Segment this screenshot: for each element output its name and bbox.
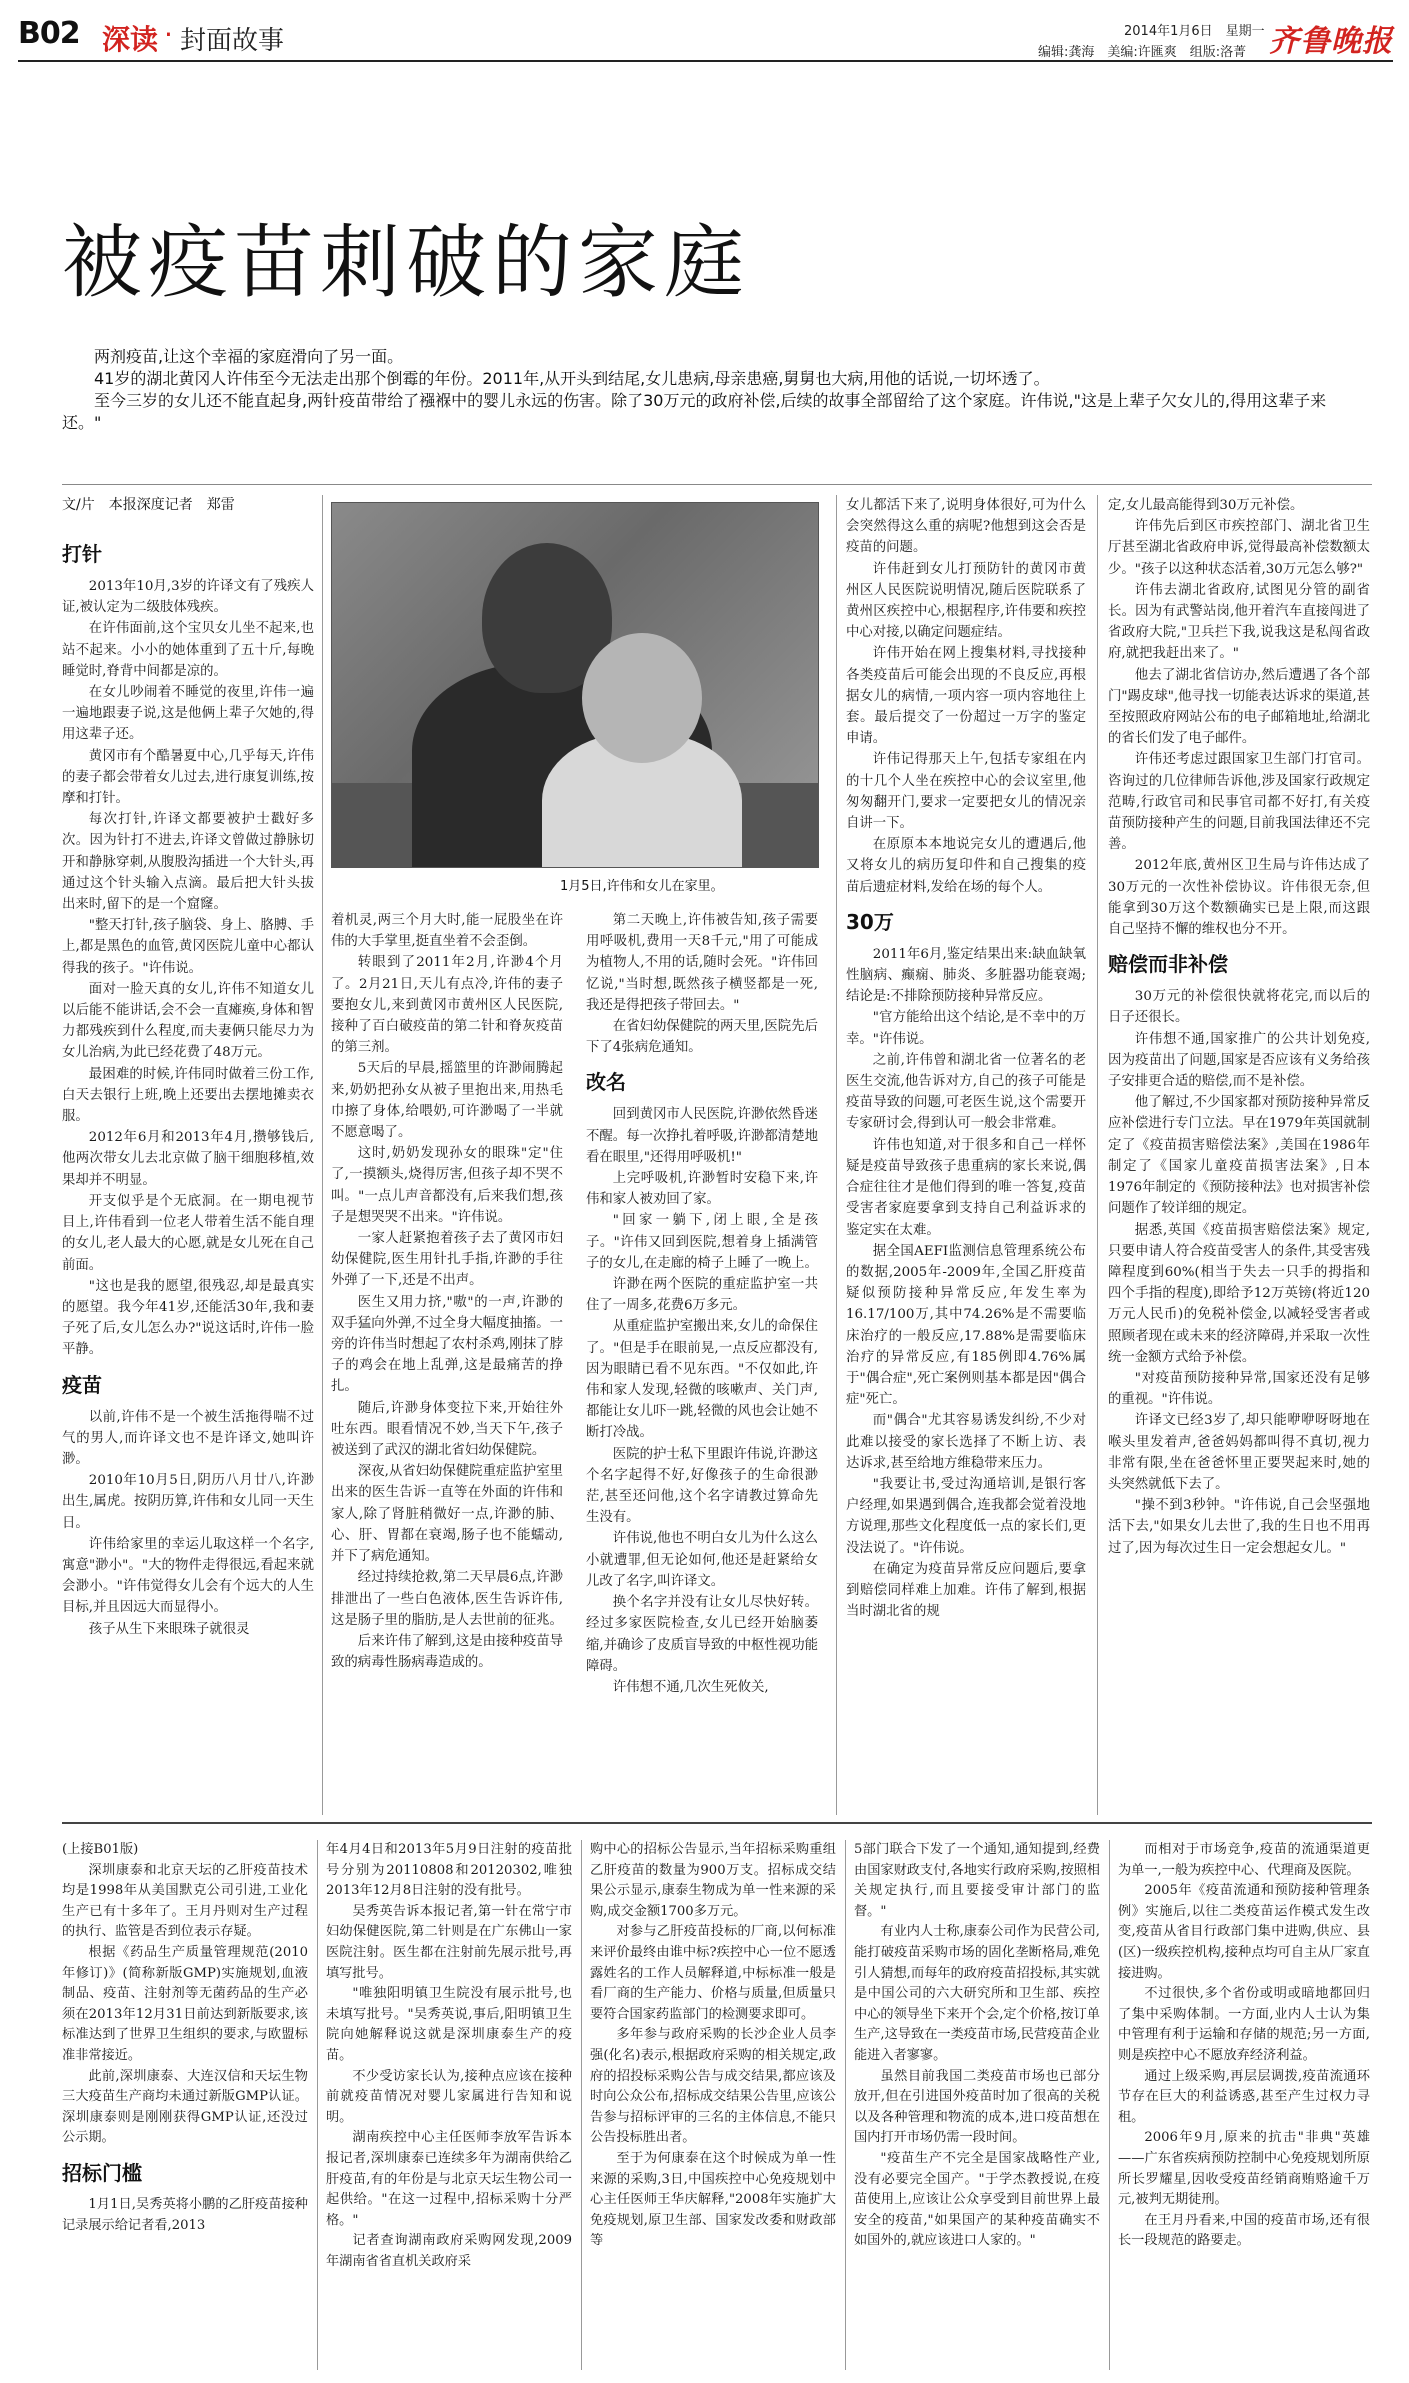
section-subtitle: 封面故事 bbox=[180, 26, 285, 56]
article-column-4 bbox=[846, 495, 1086, 1815]
column-divider bbox=[1109, 1840, 1110, 2370]
article-paragraph: 经过持续抢救,第二天早晨6点,许渺排泄出了一些白色液体,医生告诉许伟,这是肠子里的脂肪,是人去世前的征兆。 bbox=[331, 1570, 563, 1628]
article-paragraph: 虽然目前我国二类疫苗市场也已部分放开,但在引进国外疫苗时加了很高的关税以及各种管理和物流的成本,进口疫苗想在国内打开市场仍需一段时间。 bbox=[854, 2068, 1100, 2146]
column-divider bbox=[845, 1840, 846, 2370]
column-divider bbox=[836, 495, 837, 1815]
article-paragraph: 转眼到了2011年2月,许渺4个月了。2月21日,天儿有点冷,许伟的妻子要抱女儿,来到黄冈市黄州区人民医院,接种了百白破疫苗的第二针和脊灰疫苗的第三剂。 bbox=[331, 955, 563, 1056]
article-paragraph: 回到黄冈市人民医院,许渺依然昏迷不醒。每一次挣扎着呼吸,许渺都清楚地看在眼里,"还得用呼吸机!" bbox=[586, 1107, 818, 1165]
article-paragraph: 许伟开始在网上搜集材料,寻找接种各类疫苗后可能会出现的不良反应,再根据女儿的病情,一项内容一项内容地往上套。最后提交了一份超过一万字的鉴定申请。 bbox=[846, 646, 1086, 747]
article-paragraph: 一家人赶紧抱着孩子去了黄冈市妇幼保健院,医生用针扎手指,许渺的手往外弹了一下,还是不出声。 bbox=[331, 1231, 563, 1289]
article-paragraph: 而相对于市场竞争,疫苗的流通渠道更为单一,一般为疾控中心、代理商及医院。 bbox=[1118, 1842, 1370, 1878]
editor-credits: 编辑:龚海 美编:许匯爽 组版:洛菁 bbox=[1038, 45, 1247, 60]
article-paragraph: 2005年《疫苗流通和预防接种管理条例》实施后,以往二类疫苗运作模式发生改变,疫苗从省目行政部门集中进购,供应、县(区)一级疾控机构,接种点均可自主从厂家直接进购。 bbox=[1118, 1883, 1370, 1981]
section-separator: · bbox=[164, 18, 173, 51]
column-divider bbox=[322, 495, 323, 1815]
article-paragraph: 许译文已经3岁了,却只能咿咿呀呀地在喉头里发着声,爸爸妈妈都叫得不真切,视力非常有限,坐在爸爸怀里正要哭起来时,她的头突然就低下去了。 bbox=[1108, 1413, 1370, 1492]
article-paragraph: 通过上级采购,再层层调拨,疫苗流通环节存在巨大的利益诱惑,甚至产生过权力寻租。 bbox=[1118, 2068, 1370, 2125]
article-paragraph: 开支似乎是个无底洞。在一期电视节目上,许伟看到一位老人带着生活不能自理的女儿,老人最大的心愿,就是女儿死在自己前面。 bbox=[62, 1193, 314, 1273]
section-heading: 赔偿而非补偿 bbox=[1108, 952, 1228, 977]
article-paragraph: 许伟想不通,几次生死攸关, bbox=[612, 1679, 769, 1695]
article-column-2 bbox=[331, 910, 563, 1815]
section-heading: 打针 bbox=[62, 542, 102, 566]
continued-column-4 bbox=[854, 1840, 1100, 2370]
continued-column-2 bbox=[326, 1840, 572, 2370]
article-paragraph: 医生又用力挤,"嗷"的一声,许渺的双手猛向外弹,不过全身大幅度抽搐。一旁的许伟当时想起了农村杀鸡,刚抹了脖子的鸡会在地上乱弹,这是最痛苦的挣扎。 bbox=[331, 1294, 563, 1395]
article-paragraph: 第二天晚上,许伟被告知,孩子需要用呼吸机,费用一天8千元,"用了可能成为植物人,不用的话,随时会死。"许伟回忆说,"当时想,既然孩子横竖都是一死,我还是得把孩子带回去。" bbox=[586, 913, 818, 1013]
article-paragraph: 以前,许伟不是一个被生活拖得喘不过气的男人,而许译文也不是许译文,她叫许渺。 bbox=[62, 1409, 314, 1467]
article-paragraph: 随后,许渺身体变拉下来,开始往外吐东西。眼看情况不妙,当天下午,孩子被送到了武汉的湖北省妇幼保健院。 bbox=[331, 1400, 563, 1459]
article-paragraph: 年4月4日和2013年5月9日注射的疫苗批号分别为20110808和20120302,唯独2013年12月8日注射的没有批号。 bbox=[326, 1842, 572, 1899]
section-heading: 30万 bbox=[846, 909, 894, 934]
family-photo bbox=[331, 502, 819, 868]
section-heading: 疫苗 bbox=[62, 1372, 102, 1397]
article-paragraph: 许渺在两个医院的重症监护室一共住了一周多,花费6万多元。 bbox=[586, 1277, 818, 1314]
article-paragraph: 每次打针,许译文都要被护士戳好多次。因为针打不进去,许译文曾做过静脉切开和静脉穿刺,从腹股沟插进一个大针头,再通过这个针头输入点滴。最后把大针头拔出来时,留下的是一个窟窿。 bbox=[62, 812, 314, 913]
article-paragraph: 上完呼吸机,许渺暂时安稳下来,许伟和家人被劝回了家。 bbox=[586, 1171, 818, 1208]
article-paragraph: 女儿都活下来了,说明身体很好,可为什么会突然得这么重的病呢?他想到这会否是疫苗的问题。 bbox=[846, 498, 1086, 556]
issue-date: 2014年1月6日 星期一 bbox=[1124, 24, 1265, 39]
header-rule bbox=[18, 60, 1393, 62]
article-paragraph: 不少受访家长认为,接种点应该在接种前就疫苗情况对婴儿家属进行告知和说明。 bbox=[326, 2068, 572, 2125]
article-paragraph: 湖南疾控中心主任医师李放军告诉本报记者,深圳康泰已连续多年为湖南供给乙肝疫苗,有的年份是与北京天坛生物公司一起供给。"在这一过程中,招标采购十分严格。" bbox=[326, 2130, 572, 2228]
article-paragraph: 据全国AEFI监测信息管理系统公布的数据,2005年-2009年,全国乙肝疫苗疑似预防接种异常反应,年发生率为16.17/100万,其中74.26%是不需要临床治疗的一般反应,17.88%是需要临床治疗的异常反应,有185例即4.76%属于"偶合症",死亡案例则基本都是因"偶合症"死亡。 bbox=[846, 1243, 1086, 1408]
article-paragraph: 至于为何康泰在这个时候成为单一性来源的采购,3日,中国疾控中心免疫规划中心主任医师王华庆解释,"2008年实施扩大免疫规划,原卫生部、国家发改委和财政部等 bbox=[590, 2150, 836, 2249]
article-paragraph: 换个名字并没有让女儿尽快好转。经过多家医院检查,女儿已经开始脑萎缩,并确诊了皮质盲导致的中枢性视功能障碍。 bbox=[586, 1595, 818, 1674]
article-paragraph: 此前,深圳康泰、大连汉信和天坛生物三大疫苗生产商均未通过新版GMP认证。深圳康泰则是刚刚获得GMP认证,还没过公示期。 bbox=[62, 2068, 308, 2146]
article-paragraph: 2006年9月,原来的抗击"非典"英雄——广东省疾病预防控制中心免疫规划所原所长罗耀星,因收受疫苗经销商贿赂逾千万元,被判无期徒刑。 bbox=[1118, 2130, 1370, 2208]
masthead-logo: 齐鲁晚报 bbox=[1269, 24, 1393, 59]
continued-tag: (上接B01版) bbox=[62, 1842, 139, 1857]
article-paragraph: 购中心的招标公告显示,当年招标采购重组乙肝疫苗的数量为900万支。招标成交结果公示显示,康泰生物成为单一性来源的采购,成交金额1700多万元。 bbox=[590, 1842, 836, 1919]
article-paragraph: 许伟记得那天上午,包括专家组在内的十几个人坐在疾控中心的会议室里,他匆匆翻开门,要求一定要把女儿的情况亲自讲一下。 bbox=[846, 752, 1086, 832]
article-paragraph: 他去了湖北省信访办,然后遭遇了各个部门"踢皮球",他寻找一切能表达诉求的渠道,甚至按照政府网站公布的电子邮箱地址,给湖北的省长们发了电子邮件。 bbox=[1108, 667, 1370, 747]
article-paragraph: "对疫苗预防接种异常,国家还没有足够的重视。"许伟说。 bbox=[1108, 1370, 1370, 1408]
article-paragraph: 许伟说,他也不明白女儿为什么这么小就遭罪,但无论如何,他还是赶紧给女儿改了名字,叫许译文。 bbox=[586, 1531, 818, 1589]
article-paragraph: "这也是我的愿望,很残忍,却是最真实的愿望。我今年41岁,还能活30年,我和妻子死了后,女儿怎么办?"说这话时,许伟一脸平静。 bbox=[62, 1278, 314, 1358]
article-paragraph: 他了解过,不少国家都对预防接种异常反应补偿进行专门立法。早在1979年英国就制定了《疫苗损害赔偿法案》,美国在1986年制定了《国家儿童疫苗损害法案》,日本1976年制定的《预防接种法》也对损害补偿问题作了较详细的规定。 bbox=[1108, 1095, 1370, 1217]
headline: 被疫苗刺破的家庭 bbox=[62, 216, 750, 309]
article-column-3 bbox=[586, 910, 818, 1815]
article-paragraph: "疫苗生产不完全是国家战略性产业,没有必要完全国产。"于学杰教授说,在疫苗使用上,应该让公众享受到目前世界上最安全的疫苗,"如果国产的某种疫苗确实不如国外的,就应该进口人家的。" bbox=[854, 2150, 1100, 2249]
continued-column-5 bbox=[1118, 1840, 1370, 2370]
byline-rule bbox=[62, 484, 1372, 485]
article-paragraph: 许伟也知道,对于很多和自己一样怀疑是疫苗导致孩子患重病的家长来说,偶合症往往才是他们得到的唯一答复,疫苗受害者家庭要拿到支持自己利益诉求的鉴定实在太难。 bbox=[846, 1137, 1086, 1238]
article-paragraph: 在省妇幼保健院的两天里,医院先后下了4张病危通知。 bbox=[586, 1019, 818, 1056]
article-paragraph: 1月1日,吴秀英将小鹏的乙肝疫苗接种记录展示给记者看,2013 bbox=[62, 2196, 308, 2233]
article-paragraph: 据悉,英国《疫苗损害赔偿法案》规定,只要申请人符合疫苗受害人的条件,其受害残障程度到60%(相当于失去一只手的拇指和四个手指的程度),即给予12万英镑(将近120万元人民币)的免税补偿金,以减轻受害者或照顾者现在或未来的经济障碍,并采取一次性统一金额方式给予补偿。 bbox=[1108, 1222, 1370, 1365]
page-header bbox=[18, 14, 1393, 62]
section-rule bbox=[62, 1822, 1372, 1824]
article-paragraph: "整天打针,孩子脑袋、身上、胳膊、手上,都是黑色的血管,黄冈医院儿童中心都认得我的孩子。"许伟说。 bbox=[62, 918, 314, 976]
article-paragraph: 深圳康泰和北京天坛的乙肝疫苗技术均是1998年从美国默克公司引进,工业化生产已有十多年了。王月丹则对生产过程的执行、监管是否到位表示存疑。 bbox=[62, 1862, 308, 1940]
lede-paragraph: 两剂疫苗,让这个幸福的家庭滑向了另一面。 bbox=[94, 347, 404, 366]
lede-paragraph: 至今三岁的女儿还不能直起身,两针疫苗带给了襁褓中的婴儿永远的伤害。除了30万元的政府补偿,后续的故事全部留给了这个家庭。许伟说,"这是上辈子欠女儿的,得用这辈子来还。" bbox=[62, 391, 1327, 432]
continued-column-3 bbox=[590, 1840, 836, 2370]
article-paragraph: 在确定为疫苗异常反应问题后,要拿到赔偿同样难上加难。许伟了解到,根据当时湖北省的规 bbox=[846, 1561, 1086, 1620]
article-paragraph: 许伟去湖北省政府,试图见分管的副省长。因为有武警站岗,他开着汽车直接闯进了省政府大院,"卫兵拦下我,说我这是私闯省政府,就把我赶出来了。" bbox=[1108, 582, 1370, 662]
article-paragraph: 最困难的时候,许伟同时做着三份工作,白天去银行上班,晚上还要出去摆地摊卖衣服。 bbox=[62, 1066, 314, 1125]
lede-paragraph: 41岁的湖北黄冈人许伟至今无法走出那个倒霉的年份。2011年,从开头到结尾,女儿患病,母亲患癌,舅舅也大病,用他的话说,一切坏透了。 bbox=[94, 369, 1050, 388]
article-paragraph: 2011年6月,鉴定结果出来:缺血缺氧性脑病、癫痫、肺炎、多脏器功能衰竭;结论是:不排除预防接种异常反应。 bbox=[846, 946, 1086, 1005]
article-paragraph: 5部门联合下发了一个通知,通知提到,经费由国家财政支付,各地实行政府采购,按照相关规定执行,而且要接受审计部门的监督。" bbox=[854, 1842, 1100, 1919]
article-paragraph: 黄冈市有个酷暑夏中心,几乎每天,许伟的妻子都会带着女儿过去,进行康复训练,按摩和打针。 bbox=[62, 748, 314, 807]
article-paragraph: 许伟赶到女儿打预防针的黄冈市黄州区人民医院说明情况,随后医院联系了黄州区疾控中心,根据程序,许伟要和疾控中心对接,以确定问题症结。 bbox=[846, 561, 1086, 641]
article-column-1 bbox=[62, 530, 314, 1815]
article-paragraph: 5天后的早晨,摇篮里的许渺闹腾起来,奶奶把孙女从被子里抱出来,用热毛巾擦了身体,给喂奶,可许渺喝了一半就不愿意喝了。 bbox=[331, 1061, 563, 1141]
column-divider bbox=[317, 1840, 318, 2370]
article-paragraph: 2012年底,黄州区卫生局与许伟达成了30万元的一次性补偿协议。许伟很无奈,但能拿到30万这个数额确实已是上限,而这跟自己坚持不懈的维权也分不开。 bbox=[1108, 858, 1370, 938]
article-paragraph: 后来许伟了解到,这是由接种疫苗导致的病毒性肠病毒造成的。 bbox=[331, 1633, 563, 1671]
photo-caption: 1月5日,许伟和女儿在家里。 bbox=[560, 879, 724, 894]
article-paragraph: 在许伟面前,这个宝贝女儿坐不起来,也站不起来。小小的她体重到了五十斤,每晚睡觉时,脊背中间都是凉的。 bbox=[62, 621, 314, 679]
column-divider bbox=[581, 1840, 582, 2370]
section-name: 深读 bbox=[102, 23, 159, 56]
column-divider bbox=[1097, 495, 1098, 1815]
article-paragraph: 着机灵,两三个月大时,能一屁股坐在许伟的大手掌里,挺直坐着不会歪倒。 bbox=[331, 913, 563, 950]
section-heading: 改名 bbox=[586, 1070, 626, 1095]
article-paragraph: 吴秀英告诉本报记者,第一针在常宁市妇幼保健医院,第二针则是在广东佛山一家医院注射。医生都在注射前先展示批号,再填写批号。 bbox=[326, 1903, 572, 1981]
article-paragraph: 2010年10月5日,阴历八月廿八,许渺出生,属虎。按阴历算,许伟和女儿同一天生日。 bbox=[62, 1473, 314, 1531]
lede bbox=[62, 346, 1362, 434]
article-paragraph: 许伟想不通,国家推广的公共计划免疫,因为疫苗出了问题,国家是否应该有义务给孩子安排更合适的赔偿,而不是补偿。 bbox=[1108, 1031, 1370, 1090]
article-paragraph: 医院的护士私下里跟许伟说,许渺这个名字起得不好,好像孩子的生命很渺茫,甚至还问他,这个名字请教过算命先生没有。 bbox=[586, 1446, 818, 1526]
article-paragraph: "回家一躺下,闭上眼,全是孩子。"许伟又回到医院,想着身上插满管子的女儿,在走廊的椅子上睡了一晚上。 bbox=[586, 1213, 818, 1271]
article-paragraph: 2012年6月和2013年4月,攒够钱后,他两次带女儿去北京做了脑干细胞移植,效果却并不明显。 bbox=[62, 1130, 314, 1188]
section-heading: 招标门槛 bbox=[62, 2160, 142, 2185]
article-paragraph: 面对一脸天真的女儿,许伟不知道女儿以后能不能讲话,会不会一直瘫痪,身体和智力都残疾到什么程度,而夫妻俩只能尽力为女儿治病,为此已经花费了48万元。 bbox=[62, 981, 314, 1061]
article-paragraph: 许伟给家里的幸运儿取这样一个名字,寓意"渺小"。"大的物件走得很远,看起来就会渺小。"许伟觉得女儿会有个远大的人生目标,并且因远大而显得小。 bbox=[62, 1536, 314, 1616]
article-paragraph: 根据《药品生产质量管理规范(2010年修订)》(简称新版GMP)实施规划,血液制品、疫苗、注射剂等无菌药品的生产必须在2013年12月31日前达到新版要求,该标准达到了世界卫生组织的要求,与欧盟标准非常接近。 bbox=[62, 1944, 308, 2063]
article-paragraph: 从重症监护室搬出来,女儿的命保住了。"但是手在眼前晃,一点反应都没有,因为眼睛已看不见东西。"不仅如此,许伟和家人发现,轻微的咳嗽声、关门声,都能让女儿吓一跳,轻微的风也会让她不断打冷战。 bbox=[586, 1319, 818, 1441]
article-paragraph: 多年参与政府采购的长沙企业人员李强(化名)表示,根据政府采购的相关规定,政府的招投标采购公告与成交结果,都应该及时向公众公布,招标成交结果公告里,应该公告参与招标评审的三名的主体信息,不能只公告投标胜出者。 bbox=[590, 2027, 836, 2146]
article-paragraph: 在原原本本地说完女儿的遭遇后,他又将女儿的病历复印件和自己搜集的疫苗后遗症材料,发给在场的每个人。 bbox=[846, 837, 1086, 895]
article-paragraph: 30万元的补偿很快就将花完,而以后的日子还很长。 bbox=[1108, 989, 1370, 1026]
article-paragraph: 这时,奶奶发现孙女的眼珠"定"住了,一摸额头,烧得厉害,但孩子却不哭不叫。"一点儿声音都没有,后来我们想,孩子是想哭哭不出来。"许伟说。 bbox=[331, 1146, 563, 1225]
article-paragraph: 在女儿吵闹着不睡觉的夜里,许伟一遍一遍地跟妻子说,这是他俩上辈子欠她的,得用这辈子还。 bbox=[62, 685, 314, 743]
article-paragraph: 不过很快,多个省份或明或暗地都回归了集中采购体制。一方面,业内人士认为集中管理有利于运输和存储的规范;另一方面,则是疾控中心不愿放弃经济利益。 bbox=[1118, 1986, 1370, 2063]
page-code: B02 bbox=[18, 16, 80, 51]
article-paragraph: "官方能给出这个结论,是不幸中的万幸。"许伟说。 bbox=[846, 1010, 1086, 1047]
article-paragraph: "唯独阳明镇卫生院没有展示批号,也未填写批号。"吴秀英说,事后,阳明镇卫生院向她解释说这就是深圳康泰生产的疫苗。 bbox=[326, 1986, 572, 2063]
article-column-5 bbox=[1108, 495, 1370, 1815]
article-paragraph: 记者查询湖南政府采购网发现,2009年湖南省省直机关政府采 bbox=[326, 2233, 572, 2269]
continued-column-1 bbox=[62, 1840, 308, 2370]
article-paragraph: 有业内人士称,康泰公司作为民营公司,能打破疫苗采购市场的固化垄断格局,难免引人猜想,而每年的政府疫苗招投标,其实就是中国公司的六大研究所和卫生部、疾控中心的领导坐下来开个会,定个价格,按订单生产,这导致在一类疫苗市场,民营疫苗企业能进入者寥寥。 bbox=[854, 1924, 1100, 2063]
article-paragraph: "操不到3秒钟。"许伟说,自己会坚强地活下去,"如果女儿去世了,我的生日也不用再过了,因为每次过生日一定会想起女儿。" bbox=[1108, 1498, 1370, 1556]
article-paragraph: 定,女儿最高能得到30万元补偿。 bbox=[1108, 498, 1304, 513]
article-paragraph: 许伟还考虑过跟国家卫生部门打官司。咨询过的几位律师告诉他,涉及国家行政规定范畴,行政官司和民事官司都不好打,有关疫苗预防接种产生的问题,目前我国法律还不完善。 bbox=[1108, 752, 1370, 853]
article-paragraph: 在王月丹看来,中国的疫苗市场,还有很长一段规范的路要走。 bbox=[1118, 2212, 1370, 2249]
article-paragraph: 而"偶合"尤其容易诱发纠纷,不少对此难以接受的家长选择了不断上访、表达诉求,甚至给地方维稳带来压力。 bbox=[846, 1413, 1086, 1471]
article-paragraph: 之前,许伟曾和湖北省一位著名的老医生交流,他告诉对方,自己的孩子可能是疫苗导致的问题,可老医生说,这个需要开专家研讨会,得到认可一般会非常难。 bbox=[846, 1052, 1086, 1132]
article-paragraph: "我要让书,受过沟通培训,是银行客户经理,如果遇到偶合,连我都会觉着没地方说理,那些文化程度低一点的家长们,更没法说了。"许伟说。 bbox=[846, 1476, 1086, 1556]
byline: 文/片 本报深度记者 郑雷 bbox=[62, 497, 235, 513]
article-paragraph: 2013年10月,3岁的许译文有了残疾人证,被认定为二级肢体残疾。 bbox=[62, 579, 314, 616]
article-paragraph: 深夜,从省妇幼保健院重症监护室里出来的医生告诉一直等在外面的许伟和家人,除了肾脏稍微好一点,许渺的肺、心、肝、胃都在衰竭,肠子也不能蠕动,并下了病危通知。 bbox=[331, 1464, 563, 1565]
article-paragraph: 孩子从生下来眼珠子就很灵 bbox=[88, 1621, 250, 1637]
article-paragraph: 许伟先后到区市疾控部门、湖北省卫生厅甚至湖北省政府申诉,觉得最高补偿数额太少。"孩子以这种状态活着,30万元怎么够?" bbox=[1108, 519, 1370, 577]
article-paragraph: 对参与乙肝疫苗投标的厂商,以何标准来评价最终由谁中标?疾控中心一位不愿透露姓名的工作人员解释道,中标标准一般是看厂商的生产能力、价格与质量,但质量只要符合国家药监部门的检测要求即可。 bbox=[590, 1924, 836, 2022]
